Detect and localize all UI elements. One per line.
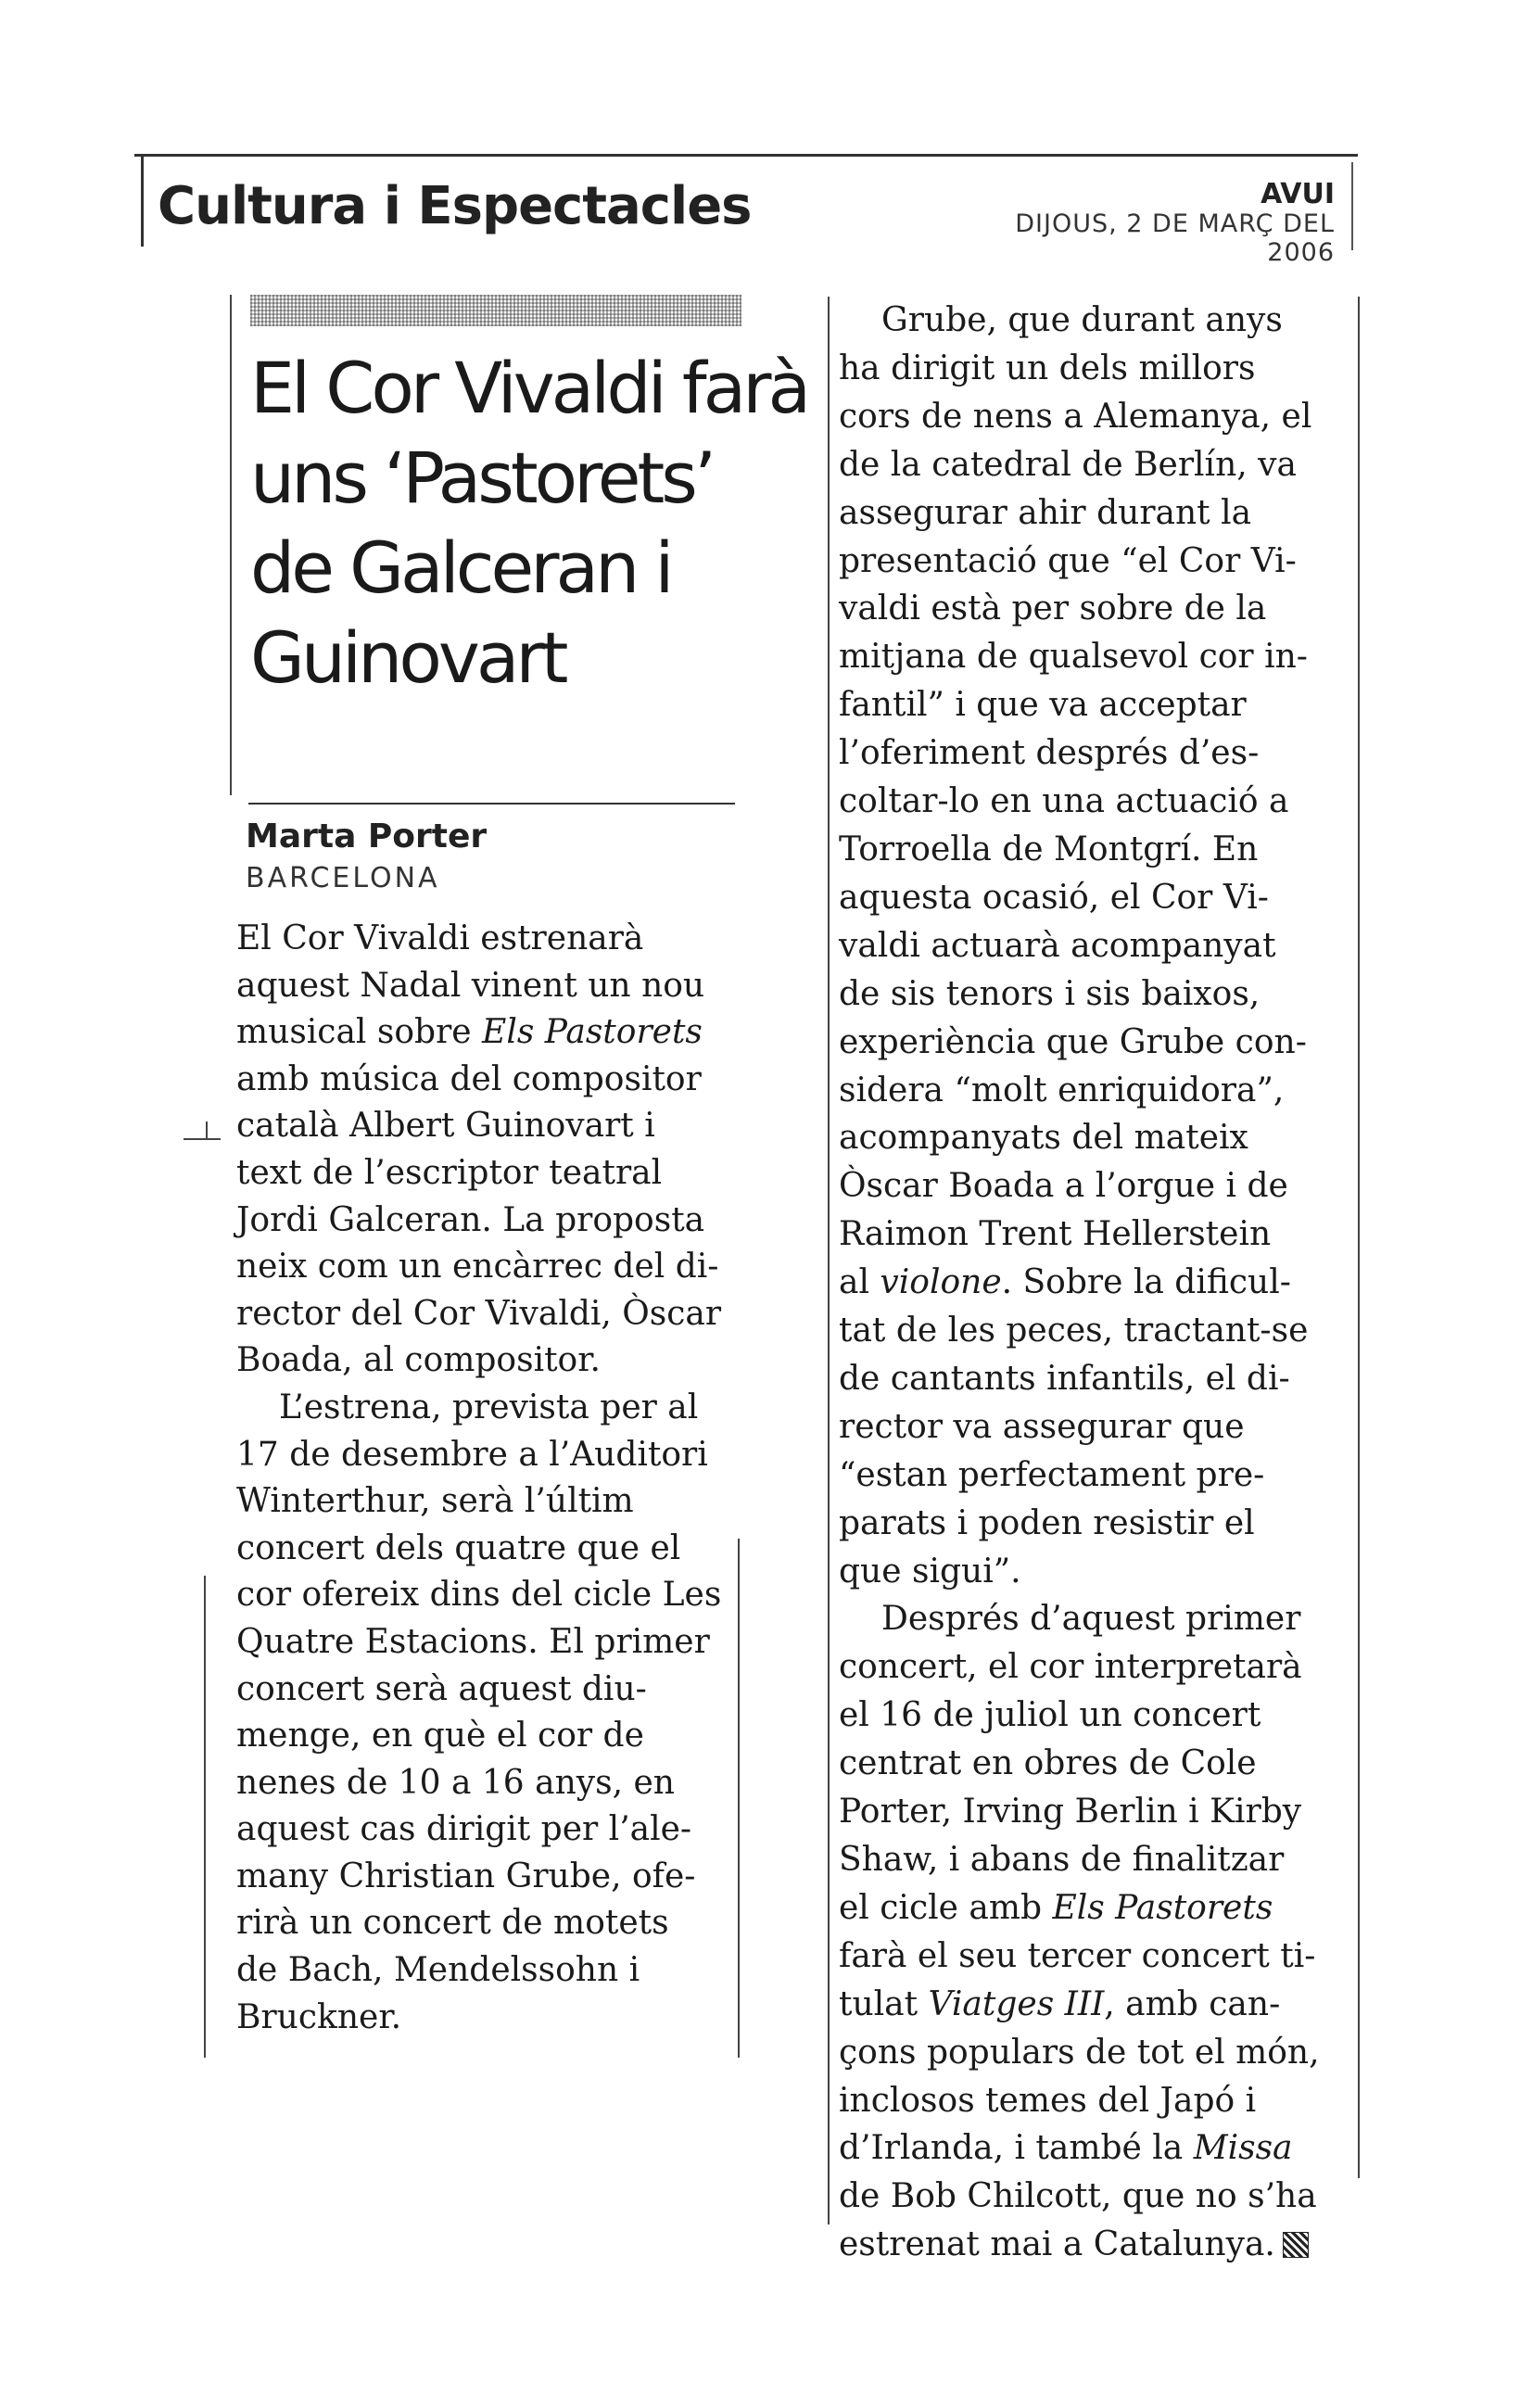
italic-title: Els Pastorets	[482, 1013, 703, 1052]
text-line: Torroella de Montgrí. En	[839, 830, 1259, 868]
text-line: Shaw, i abans de finalitzar	[839, 1841, 1285, 1879]
text-line: tulat Viatges III, amb can-	[839, 1984, 1281, 2023]
italic-title: Missa	[1193, 2129, 1293, 2168]
text-line: Porter, Irving Berlin i Kirby	[839, 1793, 1302, 1831]
text-line: rector va assegurar que	[839, 1407, 1245, 1446]
text-line: acompanyats del mateix	[839, 1119, 1248, 1158]
text-line: rirà un concert de motets	[236, 1904, 669, 1943]
text-line: “estan perfectament pre-	[839, 1455, 1265, 1494]
text-line: aquest cas dirigit per l’ale-	[236, 1810, 692, 1849]
text-line: que sigui”.	[839, 1552, 1021, 1591]
text-line: cor ofereix dins del cicle Les	[236, 1576, 722, 1615]
text-line: de Bob Chilcott, que no s’ha	[839, 2177, 1317, 2216]
byline-rule	[248, 803, 735, 805]
headline-line: El Cor Vivaldi farà	[250, 347, 808, 429]
margin-mark	[206, 1122, 208, 1140]
headline-line: uns ‘Pastorets’	[250, 437, 714, 519]
text-line: mitjana de qualsevol cor in-	[839, 638, 1308, 677]
margin-dash	[184, 1138, 221, 1140]
text-line: menge, en què el cor de	[236, 1717, 644, 1755]
headline-line: de Galceran i	[250, 526, 671, 609]
text-line: al violone. Sobre la dificul-	[839, 1263, 1291, 1302]
text-line: Quatre Estacions. El primer	[236, 1622, 710, 1661]
text-line: d’Irlanda, i també la Missa	[839, 2129, 1293, 2168]
text-line: Grube, que durant anys	[881, 301, 1283, 339]
section-title: Cultura i Espectacles	[158, 176, 752, 236]
header-right-rule	[1351, 162, 1353, 250]
article-left-column	[236, 916, 744, 2041]
text-line: centrat en obres de Cole	[839, 1744, 1257, 1783]
text-line: concert serà aquest diu-	[236, 1669, 647, 1708]
text-line: El Cor Vivaldi estrenarà	[236, 919, 644, 957]
newspaper-name: AVUI	[1261, 178, 1335, 210]
text-line: de la catedral de Berlín, va	[839, 445, 1297, 484]
header-left-rule	[141, 154, 144, 247]
author-name: Marta Porter	[246, 817, 488, 855]
text-line: Òscar Boada a l’orgue i de	[839, 1167, 1288, 1206]
text-line	[839, 2221, 1339, 2269]
text-line: aquest Nadal vinent un nou	[236, 966, 705, 1005]
italic-title: Els Pastorets	[1052, 1888, 1273, 1927]
headline	[250, 343, 808, 703]
text-line: valdi actuarà acompanyat	[839, 926, 1276, 965]
text-line: de cantants infantils, el di-	[839, 1359, 1290, 1398]
article-right-column	[839, 297, 1339, 2269]
text-line: cors de nens a Alemanya, el	[839, 397, 1312, 436]
center-column-rule	[828, 297, 830, 2224]
issue-date: DIJOUS, 2 DE MARÇ DEL 2006	[1015, 209, 1335, 267]
text-line: tat de les peces, tractant-se	[839, 1312, 1309, 1350]
italic-word: violone	[880, 1263, 1002, 1302]
text-line: ha dirigit un dels millors	[839, 349, 1256, 387]
text-line: Raimon Trent Hellerstein	[839, 1215, 1272, 1254]
text-line: Bruckner.	[236, 1997, 402, 2036]
text-line: Boada, al compositor.	[236, 1341, 601, 1380]
text-line: Després d’aquest primer	[881, 1600, 1301, 1639]
text-line: Jordi Galceran. La proposta	[236, 1200, 705, 1239]
text-line: coltar-lo en una actuació a	[839, 782, 1289, 821]
dateline-city: BARCELONA	[246, 862, 440, 894]
text-line: el 16 de juliol un concert	[839, 1696, 1261, 1735]
text-line: de Bach, Mendelssohn i	[236, 1951, 640, 1990]
headline-line: Guinovart	[250, 616, 565, 699]
text-line: neix com un encàrrec del di-	[236, 1248, 719, 1286]
headline-left-rule	[230, 295, 232, 795]
end-of-article-square-icon	[1283, 2232, 1309, 2258]
text-line: l’oferiment després d’es-	[839, 734, 1260, 773]
text-line: experiència que Grube con-	[839, 1022, 1307, 1061]
text-line: inclosos temes del Japó i	[839, 2081, 1257, 2120]
left-column-rule	[204, 1576, 206, 2058]
text-line: 17 de desembre a l’Auditori	[236, 1435, 708, 1474]
right-column-rule	[1358, 297, 1360, 2178]
text-line: valdi està per sobre de la	[839, 589, 1267, 628]
text-line: Winterthur, serà l’últim	[236, 1482, 634, 1521]
text-line: aquesta ocasió, el Cor Vi-	[839, 878, 1269, 917]
text-line: amb música del compositor	[236, 1059, 702, 1098]
text-line: assegurar ahir durant la	[839, 493, 1252, 532]
header-rule	[134, 154, 1358, 157]
headline-hatch-bar	[250, 295, 741, 326]
text-line: musical sobre Els Pastorets	[236, 1013, 703, 1052]
text-line: català Albert Guinovart i	[236, 1107, 655, 1146]
text-line: text de l’escriptor teatral	[236, 1153, 663, 1192]
text-line: concert dels quatre que el	[236, 1528, 681, 1567]
text-line: rector del Cor Vivaldi, Òscar	[236, 1294, 722, 1333]
text-line: farà el seu tercer concert ti-	[839, 1936, 1316, 1975]
text-line: de sis tenors i sis baixos,	[839, 974, 1261, 1013]
italic-title: Viatges III	[928, 1984, 1105, 2023]
text-line-content: estrenat mai a Catalunya.	[839, 2225, 1275, 2264]
text-line: el cicle amb Els Pastorets	[839, 1888, 1273, 1927]
text-line: parats i poden resistir el	[839, 1503, 1255, 1542]
text-line: L’estrena, prevista per al	[279, 1388, 699, 1426]
text-line: presentació que “el Cor Vi-	[839, 541, 1297, 580]
text-line: sidera “molt enriquidora”,	[839, 1071, 1285, 1109]
text-line: many Christian Grube, ofe-	[236, 1857, 696, 1895]
text-line: fantil” i que va acceptar	[839, 686, 1247, 725]
text-line: nenes de 10 a 16 anys, en	[236, 1763, 675, 1802]
text-line: çons populars de tot el món,	[839, 2033, 1320, 2072]
text-line: concert, el cor interpretarà	[839, 1648, 1302, 1687]
